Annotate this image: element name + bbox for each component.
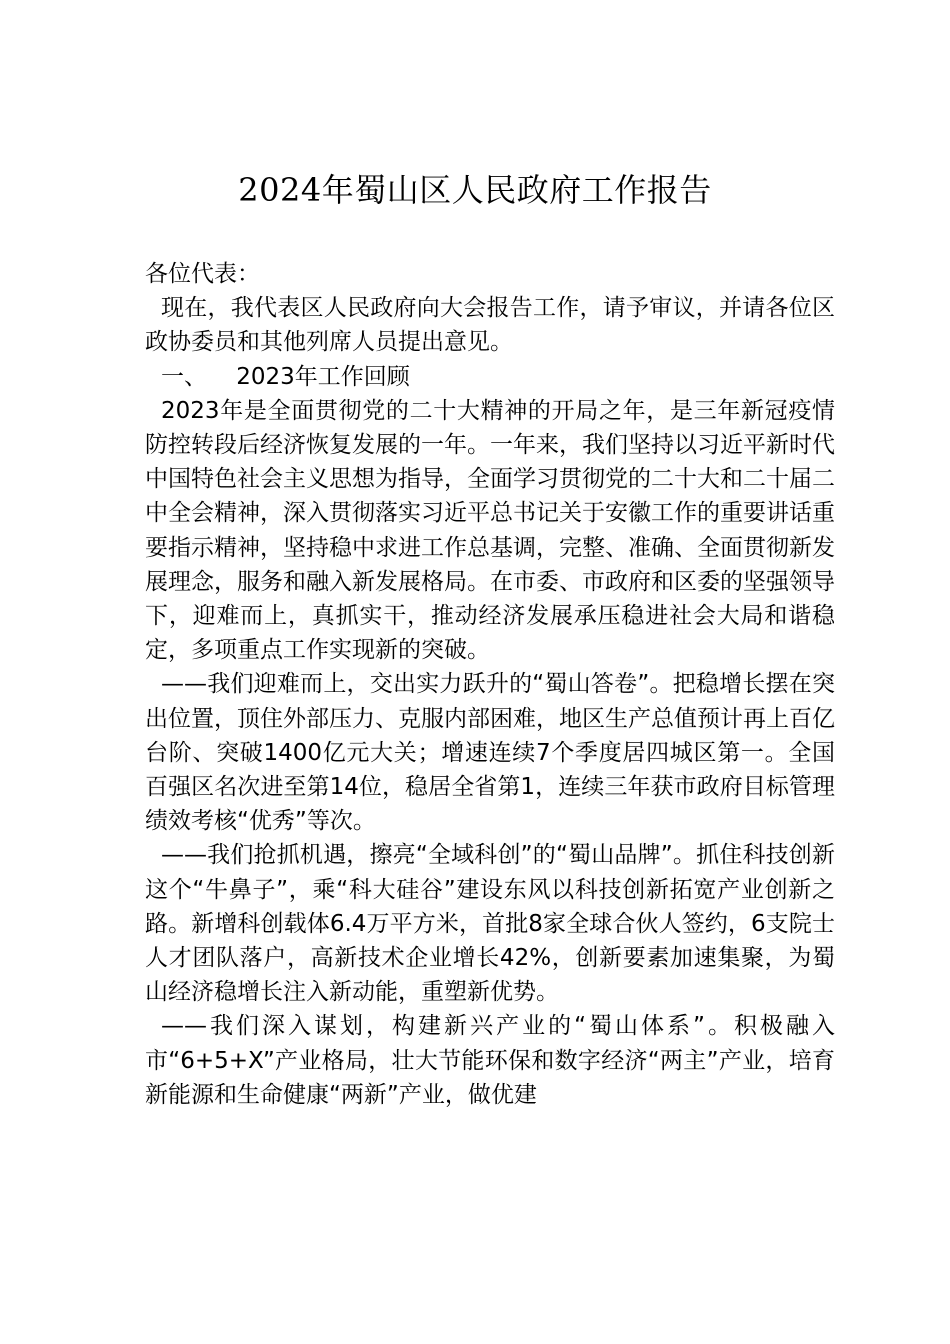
- salutation: 各位代表：: [145, 261, 260, 287]
- section-heading: 一、 2023年工作回顾: [161, 363, 410, 390]
- document-title: 2024年蜀山区人民政府工作报告: [238, 171, 712, 209]
- body-paragraph: ——我们迎难而上，交出实力跃升的“蜀山答卷”。把稳增长摆在突出位置，顶住外部压力、克服内部困难，地区生产总值预计再上百亿台阶、突破1400亿元大关；增速连续7个季度居四城区第一。全国百强区名次进至第14位，稳居全省第1，连续三年获市政府目标管理绩效考核“优秀”等次。: [145, 671, 835, 835]
- body-paragraph: 2023年是全面贯彻党的二十大精神的开局之年，是三年新冠疫情防控转段后经济恢复发展的一年。一年来，我们坚持以习近平新时代中国特色社会主义思想为指导，全面学习贯彻党的二十大和二十届二中全会精神，深入贯彻落实习近平总书记关于安徽工作的重要讲话重要指示精神，坚持稳中求进工作总基调，完整、准确、全面贯彻新发展理念，服务和融入新发展格局。在市委、市政府和区委的坚强领导下，迎难而上，真抓实干，推动经济发展承压稳进社会大局和谐稳定，多项重点工作实现新的突破。: [145, 397, 835, 664]
- body-paragraph: ——我们抢抓机遇，擦亮“全域科创”的“蜀山品牌”。抓住科技创新这个“牛鼻子”，乘“科大硅谷”建设东风以科技创新拓宽产业创新之路。新增科创载体6.4万平方米，首批8家全球合伙人签约，6支院士人才团队落户，高新技术企业增长42%，创新要素加速集聚，为蜀山经济稳增长注入新动能，重塑新优势。: [145, 842, 835, 1006]
- document-body: [145, 257, 835, 1112]
- body-paragraph: ——我们深入谋划，构建新兴产业的“蜀山体系”。积极融入市“6+5+X”产业格局，壮大节能环保和数字经济“两主”产业，培育新能源和生命健康“两新”产业，做优建: [145, 1013, 835, 1108]
- intro-paragraph: 现在，我代表区人民政府向大会报告工作，请予审议，并请各位区政协委员和其他列席人员提出意见。: [145, 295, 835, 356]
